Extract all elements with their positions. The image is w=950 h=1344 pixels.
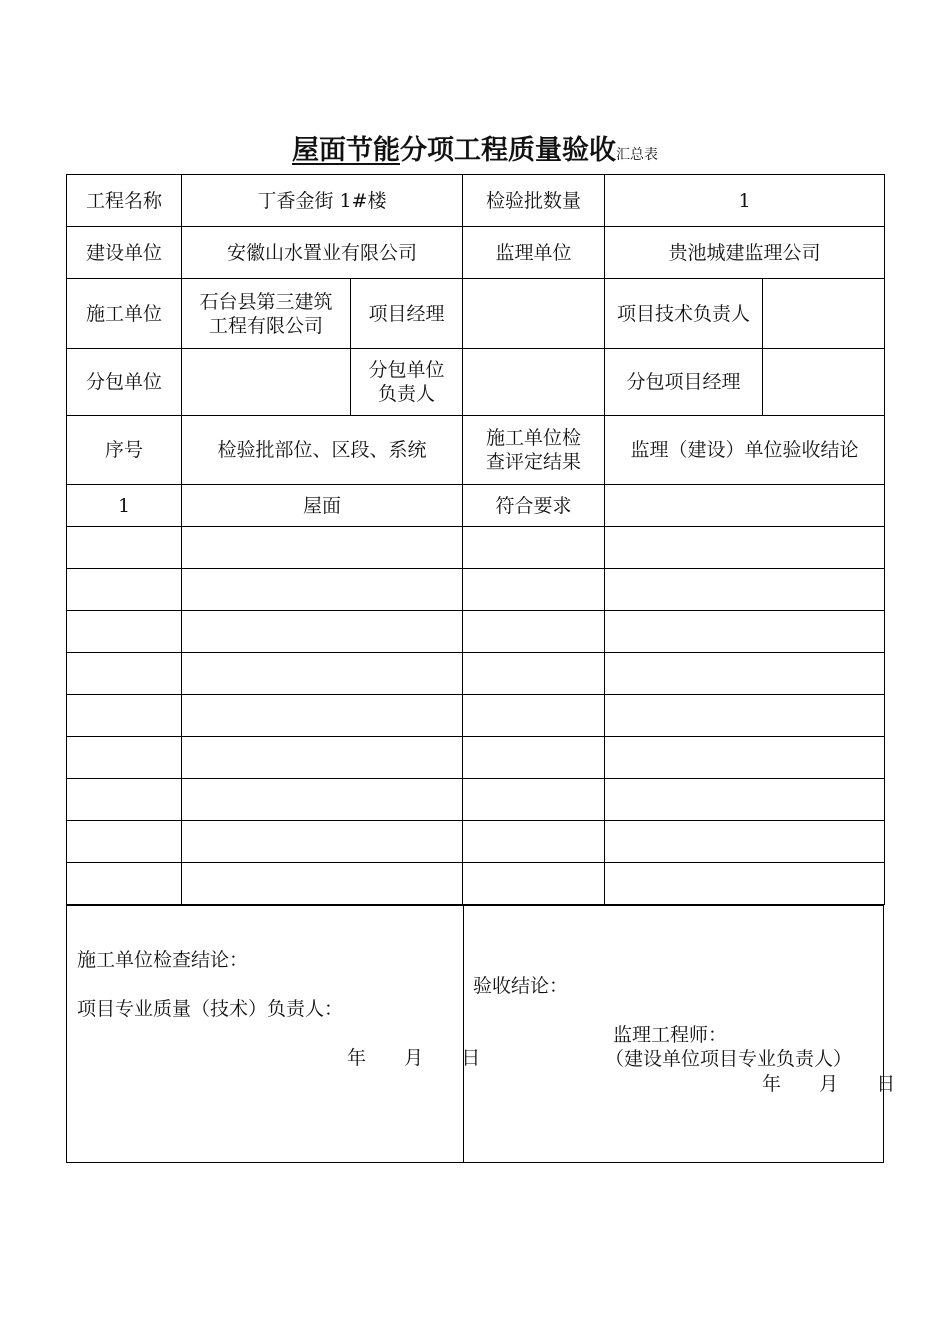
contractor-value: 石台县第三建筑工程有限公司	[182, 279, 351, 349]
item-location	[182, 527, 463, 569]
item-no	[67, 779, 182, 821]
builder-value: 安徽山水置业有限公司	[182, 227, 463, 279]
item-no	[67, 863, 182, 905]
item-location	[182, 569, 463, 611]
right-month: 月	[819, 1073, 839, 1095]
batch-count-value: 1	[605, 175, 885, 227]
table-row	[67, 175, 885, 227]
table-row	[67, 485, 885, 527]
item-location	[182, 737, 463, 779]
engineer-label: 监理工程师：	[613, 1024, 728, 1046]
item-conclusion	[605, 569, 885, 611]
acceptance-conclusion-label: 验收结论：	[473, 975, 569, 997]
item-conclusion	[605, 821, 885, 863]
item-location: 屋面	[182, 485, 463, 527]
header-no: 序号	[67, 416, 182, 485]
sub-lead-value	[463, 349, 605, 416]
table-row	[67, 779, 885, 821]
item-result	[463, 527, 605, 569]
item-location	[182, 653, 463, 695]
sub-pm-label: 分包项目经理	[605, 349, 763, 416]
tech-lead-value	[763, 279, 885, 349]
item-result	[463, 863, 605, 905]
item-result	[463, 611, 605, 653]
item-result	[463, 737, 605, 779]
table-row	[67, 349, 885, 416]
title-suffix: 汇总表	[616, 147, 658, 163]
item-location	[182, 821, 463, 863]
item-conclusion	[605, 695, 885, 737]
supervisor-value: 贵池城建监理公司	[605, 227, 885, 279]
sub-label: 分包单位	[67, 349, 182, 416]
item-result	[463, 695, 605, 737]
quality-lead-label: 项目专业质量（技术）负责人：	[77, 998, 344, 1020]
sub-value	[182, 349, 351, 416]
item-conclusion	[605, 527, 885, 569]
summary-table	[66, 174, 885, 905]
table-row	[67, 227, 885, 279]
item-no	[67, 611, 182, 653]
table-row	[67, 653, 885, 695]
section-divider	[463, 906, 464, 1162]
item-conclusion	[605, 737, 885, 779]
contractor-conclusion-label: 施工单位检查结论：	[77, 949, 249, 971]
item-no	[67, 737, 182, 779]
pm-value	[463, 279, 605, 349]
supervisor-label: 监理单位	[463, 227, 605, 279]
project-name-value: 丁香金街 1#楼	[182, 175, 463, 227]
contractor-label: 施工单位	[67, 279, 182, 349]
left-year: 年	[347, 1047, 367, 1069]
sub-lead-label: 分包单位负责人	[351, 349, 463, 416]
header-conclusion: 监理（建设）单位验收结论	[605, 416, 885, 485]
item-no	[67, 569, 182, 611]
table-row	[67, 821, 885, 863]
item-location	[182, 695, 463, 737]
batch-count-label: 检验批数量	[463, 175, 605, 227]
table-row	[67, 611, 885, 653]
tech-lead-label: 项目技术负责人	[605, 279, 763, 349]
header-check-result: 施工单位检查评定结果	[463, 416, 605, 485]
table-header-row	[67, 416, 885, 485]
item-no	[67, 821, 182, 863]
right-date	[762, 1072, 895, 1096]
item-no	[67, 653, 182, 695]
title-main: 分项工程质量验收	[400, 135, 616, 166]
project-name-label: 工程名称	[67, 175, 182, 227]
left-month: 月	[404, 1047, 424, 1069]
item-conclusion	[605, 485, 885, 527]
builder-person-label: （建设单位项目专业负责人）	[605, 1048, 853, 1070]
item-result	[463, 779, 605, 821]
table-row	[67, 695, 885, 737]
left-day: 日	[461, 1047, 481, 1069]
builder-label: 建设单位	[67, 227, 182, 279]
item-conclusion	[605, 863, 885, 905]
table-row	[67, 527, 885, 569]
item-result: 符合要求	[463, 485, 605, 527]
right-year: 年	[762, 1073, 782, 1095]
item-location	[182, 611, 463, 653]
item-result	[463, 821, 605, 863]
item-conclusion	[605, 653, 885, 695]
header-location: 检验批部位、区段、系统	[182, 416, 463, 485]
item-location	[182, 863, 463, 905]
table-row	[67, 279, 885, 349]
item-location	[182, 779, 463, 821]
item-result	[463, 653, 605, 695]
item-no: 1	[67, 485, 182, 527]
item-result	[463, 569, 605, 611]
table-row	[67, 569, 885, 611]
item-conclusion	[605, 779, 885, 821]
right-day: 日	[876, 1073, 896, 1095]
table-row	[67, 863, 885, 905]
sub-pm-value	[763, 349, 885, 416]
item-conclusion	[605, 611, 885, 653]
item-no	[67, 527, 182, 569]
pm-label: 项目经理	[351, 279, 463, 349]
page-title	[0, 128, 950, 167]
title-underlined: 屋面节能	[292, 135, 400, 166]
table-row	[67, 737, 885, 779]
item-no	[67, 695, 182, 737]
signature-section	[66, 905, 896, 1163]
left-date	[347, 1046, 480, 1070]
